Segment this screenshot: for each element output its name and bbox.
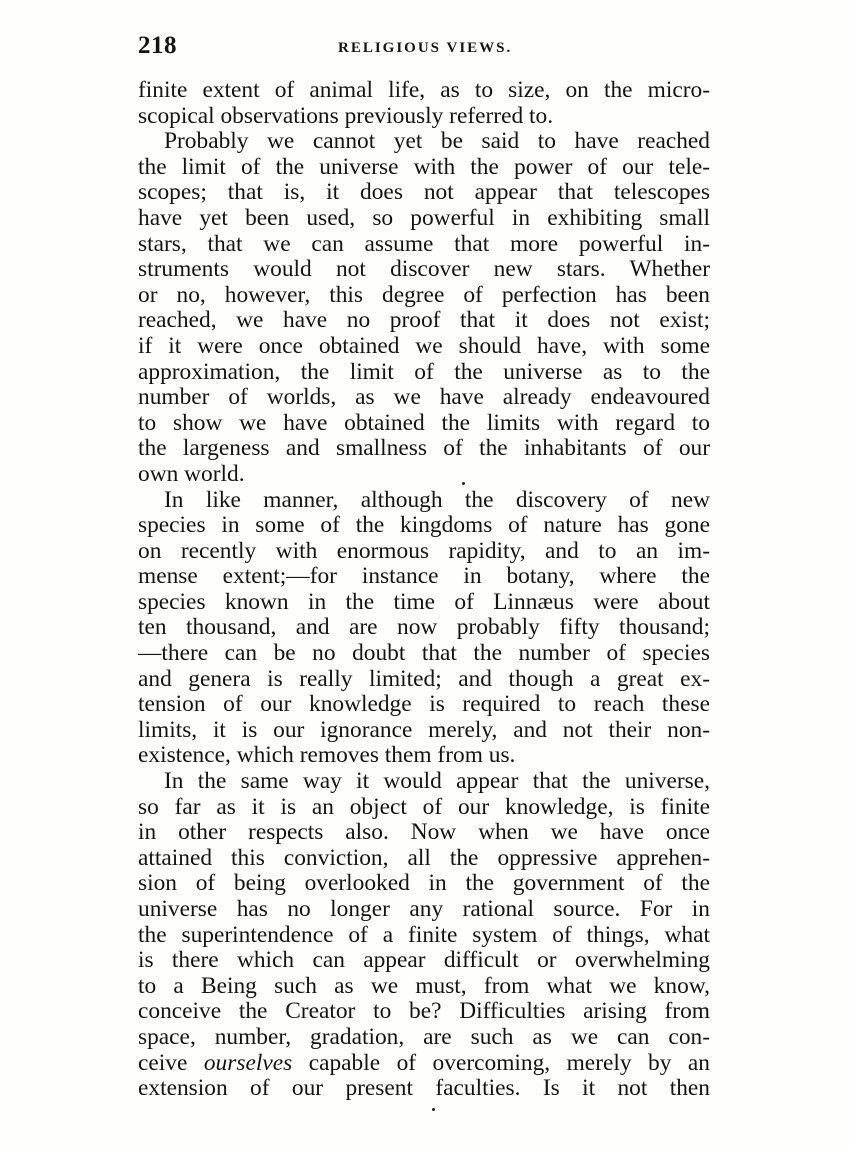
text-line: extension of our present faculties. Is it not then [138,1075,710,1102]
text-line: to show we have obtained the limits with regard to [138,409,710,436]
text-line: attained this conviction, all the oppressive apprehen- [138,844,710,871]
text-line: finite extent of animal life, as to size, on the micro- [138,77,710,103]
text-line: reached, we have no proof that it does not exist; [138,307,710,334]
text-line: existence, which removes them from us. [138,742,516,769]
text-line: In like manner, although the discovery of new [164,486,710,513]
italic-word: ourselves [203,1049,293,1076]
text-line: species known in the time of Linnæus were about [138,588,710,615]
text-line: or no, however, this degree of perfection has been [138,281,710,308]
text-line: and genera is really limited; and though a great ex- [138,665,710,692]
text-line: tension of our knowledge is required to reach these [138,691,710,718]
text-line: sion of being overlooked in the government of the [138,870,710,897]
text-line: ten thousand, and are now probably fifty thousand; [138,614,710,641]
text-line: in other respects also. Now when we have once [138,819,710,846]
text-line: approximation, the limit of the universe as to the [138,358,710,385]
text-line: mense extent;—for instance in botany, where the [138,563,710,590]
paragraph-species [138,488,710,770]
text-segment: ceive [138,1049,188,1076]
print-speck [432,1108,435,1111]
text-line-with-italic [138,1051,710,1077]
text-line: the largeness and smallness of the inhabitants of our [138,435,710,462]
text-line: —there can be no doubt that the number of species [138,640,710,667]
text-line: Probably we cannot yet be said to have reached [164,128,710,155]
text-line: if it were once obtained we should have, with some [138,332,710,359]
text-line: the limit of the universe with the power of our tele- [138,153,710,180]
text-line: have yet been used, so powerful in exhibiting small [138,204,710,231]
text-segment: capable of overcoming, merely by an [308,1049,710,1076]
text-line: number of worlds, as we have already endeavoured [138,384,710,411]
text-line: space, number, gradation, are such as we can con- [138,1023,710,1050]
paragraph-continuation [138,78,710,129]
page-number: 218 [138,32,177,59]
text-line: universe has no longer any rational source. For in [138,896,710,922]
print-speck [462,482,465,485]
text-line: so far as it is an object of our knowledge, is finite [138,793,710,820]
text-line: In the same way it would appear that the universe, [164,768,710,795]
text-line: to a Being such as we must, from what we know, [138,972,710,999]
text-line: struments would not discover new stars. Whether [138,256,710,283]
running-title: RELIGIOUS VIEWS. [338,40,513,56]
body-text [138,78,710,1102]
paragraph-universe [138,769,710,1102]
text-line: conceive the Creator to be? Difficulties arising from [138,998,710,1025]
text-line: own world. [138,460,245,487]
text-line: limits, it is our ignorance merely, and not their non- [138,716,710,743]
text-line: species in some of the kingdoms of nature has gone [138,512,710,539]
text-line: on recently with enormous rapidity, and to an im- [138,537,710,564]
text-line: stars, that we can assume that more powerful in- [138,230,710,257]
paragraph-telescopes [138,129,710,487]
text-line: the superintendence of a finite system of things, what [138,921,710,948]
text-line: scopes; that is, it does not appear that telescopes [138,179,710,206]
text-line: is there which can appear difficult or overwhelming [138,947,710,974]
running-head [138,32,710,64]
text-line: scopical observations previously referred to. [138,102,554,129]
